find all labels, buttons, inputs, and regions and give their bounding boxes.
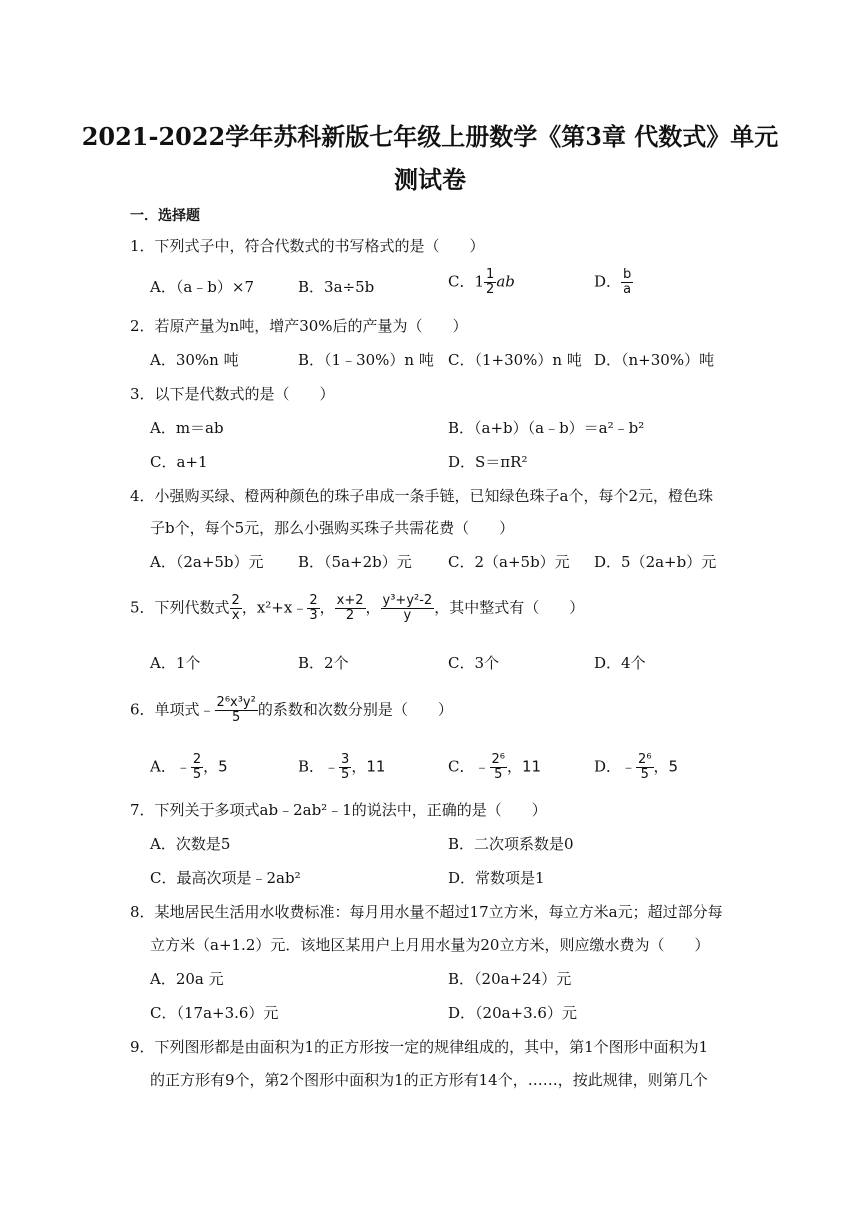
q5-option-c: C．3个 — [448, 654, 500, 672]
q6-lead: 6．单项式﹣ — [130, 700, 215, 719]
question-9-text-cont: 的正方形有9个，第2个图形中面积为1的正方形有14个，……，按此规律，则第几个 — [150, 1071, 708, 1089]
fraction-denominator: y — [403, 608, 412, 623]
q5-option-b: B．2个 — [298, 654, 349, 672]
q6-option-b-label: B． — [298, 757, 325, 776]
q6-option-a — [150, 753, 228, 782]
fraction-denominator: x — [231, 608, 240, 623]
fraction-numerator: 2⁶ — [491, 752, 505, 767]
question-9-text: 9．下列图形都是由面积为1的正方形按一定的规律组成的，其中，第1个图形中面积为1 — [130, 1038, 709, 1056]
q6-option-a-fraction — [191, 753, 203, 782]
document-title-line1: 2021-2022学年苏科新版七年级上册数学《第3章 代数式》单元 — [81, 122, 779, 151]
q6-option-d — [594, 753, 678, 782]
q1-option-b: B．3a÷5b — [298, 278, 375, 296]
q6-option-c-tail: ，11 — [506, 757, 542, 776]
question-8-text: 8．某地居民生活用水收费标准：每月用水量不超过17立方米，每立方米a元；超过部分每 — [130, 903, 723, 921]
question-8-text-cont: 立方米（a+1.2）元．该地区某用户上月用水量为20立方米，则应缴水费为（ ） — [150, 936, 710, 954]
fraction-denominator: 5 — [192, 767, 202, 782]
q5-sep2: ， — [365, 598, 381, 617]
fraction-denominator: 2 — [486, 282, 495, 297]
fraction-denominator: 5 — [494, 767, 503, 782]
fraction-denominator: 5 — [232, 710, 241, 725]
q5-lead: 5．下列代数式 — [130, 598, 230, 617]
q6-option-a-tail: ，5 — [203, 757, 228, 776]
sign: ﹣ — [175, 757, 191, 776]
q5-sep: ， — [319, 598, 335, 617]
fraction-numerator: 2 — [192, 752, 202, 767]
q2-option-c: C．（1+30%）n 吨 — [448, 351, 582, 369]
fraction-numerator: 2⁶x³y² — [216, 695, 256, 710]
fraction-numerator: b — [623, 267, 632, 282]
q6-option-c-label: C． — [448, 757, 475, 776]
q5-option-a: A．1个 — [150, 654, 201, 672]
q6-option-a-label: A． — [150, 757, 176, 776]
q6-option-b-fraction — [339, 753, 351, 782]
question-4-text: 4．小强购买绿、橙两种颜色的珠子串成一条手链，已知绿色珠子a个，每个2元，橙色珠 — [130, 487, 714, 505]
q8-option-c: C．（17a+3.6）元 — [150, 1004, 279, 1022]
question-4-text-cont: 子b个，每个5元，那么小强购买珠子共需花费（ ） — [150, 519, 515, 537]
question-3-text: 3．以下是代数式的是（ ） — [130, 385, 335, 403]
q7-option-a: A．次数是5 — [150, 835, 231, 853]
q3-option-d: D．S＝πR² — [448, 453, 528, 471]
q6-fraction — [215, 696, 258, 725]
question-7-text: 7．下列关于多项式ab﹣2ab²﹣1的说法中，正确的是（ ） — [130, 801, 547, 819]
sign: ﹣ — [621, 757, 637, 776]
q7-option-d: D．常数项是1 — [448, 869, 545, 887]
question-6-text — [130, 696, 453, 725]
q1-option-c-fraction — [484, 268, 496, 297]
q5-fraction-3 — [335, 594, 366, 623]
q2-option-a: A．30%n 吨 — [150, 351, 239, 369]
fraction-numerator: x+2 — [336, 593, 364, 608]
q5-fraction-4 — [381, 594, 435, 623]
q5-tail: ，其中整式有（ ） — [434, 598, 585, 617]
q4-option-a: A．（2a+5b）元 — [150, 553, 264, 571]
q6-option-d-tail: ，5 — [653, 757, 679, 776]
q3-option-c: C．a+1 — [150, 453, 208, 471]
section-heading: 一．选择题 — [130, 208, 200, 224]
question-1-text: 1．下列式子中，符合代数式的书写格式的是（ ） — [130, 237, 485, 255]
q5-fraction-2 — [307, 594, 319, 623]
q4-option-c: C．2（a+5b）元 — [448, 553, 570, 571]
q6-option-d-label: D． — [594, 757, 622, 776]
q6-option-b-tail: ，11 — [351, 757, 386, 776]
q5-option-d: D．4个 — [594, 654, 646, 672]
q6-option-c-fraction — [490, 753, 507, 782]
question-5-text — [130, 594, 584, 623]
q8-option-d: D．（20a+3.6）元 — [448, 1004, 577, 1022]
q1-option-d — [594, 268, 633, 297]
q1-option-c-label: C．1 — [448, 272, 485, 291]
q6-option-b — [298, 753, 385, 782]
q1-option-c — [448, 268, 515, 297]
fraction-numerator: 3 — [341, 752, 350, 767]
question-2-text: 2．若原产量为n吨，增产30%后的产量为（ ） — [130, 317, 468, 335]
q2-option-b: B．（1﹣30%）n 吨 — [298, 351, 434, 369]
q4-option-d: D．5（2a+b）元 — [594, 553, 717, 571]
document-title-line2: 测试卷 — [394, 165, 466, 194]
q6-option-c — [448, 753, 541, 782]
q8-option-b: B．（20a+24）元 — [448, 970, 572, 988]
fraction-denominator: 5 — [341, 767, 350, 782]
q5-fraction-1 — [230, 594, 242, 623]
fraction-numerator: 2 — [309, 593, 318, 608]
fraction-denominator: a — [623, 282, 632, 297]
q3-option-b: B．（a+b）（a﹣b）＝a²﹣b² — [448, 419, 645, 437]
q6-option-d-fraction — [636, 753, 653, 782]
q3-option-a: A．m＝ab — [150, 419, 224, 437]
fraction-denominator: 2 — [345, 608, 355, 623]
q4-option-b: B．（5a+2b）元 — [298, 553, 412, 571]
q1-option-a: A．（a﹣b）×7 — [150, 278, 254, 296]
sign: ﹣ — [324, 757, 340, 776]
sign: ﹣ — [474, 757, 490, 776]
q1-option-d-fraction — [621, 268, 633, 297]
fraction-numerator: 1 — [486, 267, 495, 282]
q5-mid: ，x²+x﹣ — [241, 598, 308, 617]
q7-option-b: B．二次项系数是0 — [448, 835, 574, 853]
fraction-numerator: y³+y²-2 — [382, 593, 433, 608]
q8-option-a: A．20a 元 — [150, 970, 224, 988]
q7-option-c: C．最高次项是﹣2ab² — [150, 869, 301, 887]
q1-option-c-tail: ab — [496, 272, 515, 291]
fraction-denominator: 3 — [309, 608, 318, 623]
q2-option-d: D．（n+30%）吨 — [594, 351, 715, 369]
fraction-numerator: 2⁶ — [638, 752, 652, 767]
q1-option-d-label: D． — [594, 272, 622, 291]
fraction-numerator: 2 — [231, 593, 240, 608]
fraction-denominator: 5 — [640, 767, 649, 782]
q6-tail: 的系数和次数分别是（ ） — [257, 700, 453, 719]
